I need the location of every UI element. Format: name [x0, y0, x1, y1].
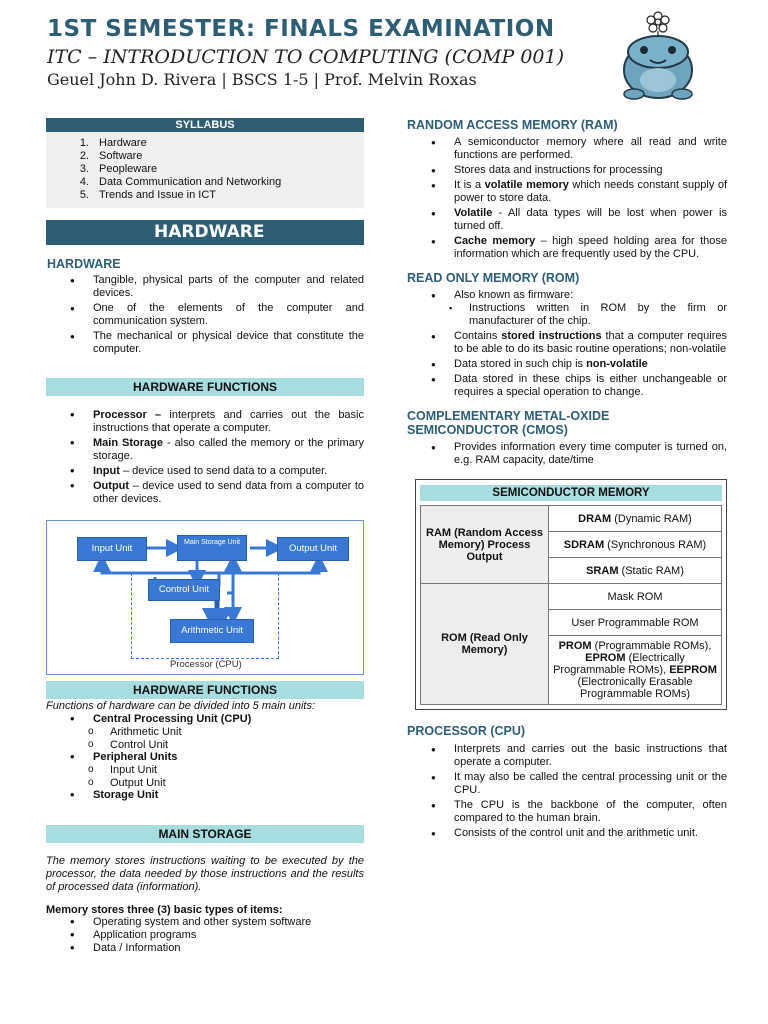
table-cell: Mask ROM	[549, 584, 722, 610]
list-item: 4. Data Communication and Networking	[79, 176, 282, 188]
list-item: • Peripheral Units	[46, 751, 364, 764]
semiconductor-memory-table	[415, 479, 727, 710]
memory-types-list	[46, 916, 364, 955]
left-column	[46, 118, 364, 955]
list-item: • Processor – interprets and carries out the basic instructions that operate a computer.	[46, 409, 364, 435]
ram-heading: RANDOM ACCESS MEMORY (RAM)	[407, 118, 618, 132]
storage-list	[46, 789, 364, 802]
list-item: ● The CPU is the backbone of the computer, often compared to the human brain.	[407, 799, 727, 825]
table-cell: PROM (Programmable ROMs), EPROM (Electrically Programmable ROMs), EEPROM (Electronically Erasable Programmable ROMs)	[549, 636, 722, 705]
table-row	[421, 506, 722, 532]
list-item: ● It may also be called the central processing unit or the CPU.	[407, 771, 727, 797]
list-item: ● Also known as firmware:	[407, 289, 727, 302]
processor-list	[407, 743, 727, 840]
list-item: o Control Unit	[46, 739, 364, 752]
hardware-heading: HARDWARE	[47, 257, 121, 271]
list-item: • Storage Unit	[46, 789, 364, 802]
arithmetic-unit-box: Arithmetic Unit	[170, 619, 254, 643]
processor-heading: PROCESSOR (CPU)	[407, 724, 526, 738]
main-storage-box: Main Storage Unit	[177, 535, 247, 561]
list-item: 3. Peopleware	[79, 163, 158, 175]
syllabus-list	[46, 132, 364, 208]
hardware-units-list	[46, 713, 364, 726]
peripheral-list	[46, 751, 364, 764]
list-item: ● Cache memory – high speed holding area for those information which are frequently used by the CPU.	[407, 235, 727, 261]
list-item: o Output Unit	[46, 777, 364, 790]
cmos-heading: COMPLEMENTARY METAL-OXIDE SEMICONDUCTOR (CMOS)	[407, 409, 610, 437]
rom-list-2	[407, 330, 727, 399]
list-item: • Application programs	[46, 929, 364, 942]
rom-group-cell: ROM (Read Only Memory)	[421, 584, 549, 705]
hardware-diagram	[46, 520, 364, 675]
list-item: • Input – device used to send data to a computer.	[46, 465, 364, 478]
list-item: ● Data stored in such chip is non-volatile	[407, 358, 727, 371]
table-cell: SDRAM (Synchronous RAM)	[549, 532, 722, 558]
peripheral-sub-list	[46, 764, 364, 789]
hardware-banner: HARDWARE	[46, 220, 364, 245]
syllabus-title: SYLLABUS	[46, 118, 364, 132]
list-item: ● Tangible, physical parts of the computer and related devices.	[46, 274, 364, 300]
list-item: • Data / Information	[46, 942, 364, 955]
list-item: • Main Storage - also called the memory or the primary storage.	[46, 437, 364, 463]
table-row	[421, 584, 722, 610]
list-item: 2. Software	[79, 150, 143, 162]
list-item: • Output – device used to send data from a computer to other devices.	[46, 480, 364, 506]
hardware-functions-title: HARDWARE FUNCTIONS	[46, 378, 364, 396]
input-unit-box: Input Unit	[77, 537, 147, 561]
cpu-sub-list	[46, 726, 364, 751]
list-item: ● Contains stored instructions that a computer requires to be able to do its basic routine operations; non-volatile	[407, 330, 727, 356]
ram-group-cell: RAM (Random Access Memory) Process Output	[421, 506, 549, 584]
list-item: ● Data stored in these chips is either unchangeable or requires a special operation to change.	[407, 373, 727, 399]
list-item: ● The mechanical or physical device that constitute the computer.	[46, 330, 364, 356]
list-item: ● Consists of the control unit and the arithmetic unit.	[407, 827, 727, 840]
main-storage-description: The memory stores instructions waiting to be executed by the processor, the data needed by those instructions and the results of processed data (information).	[46, 855, 364, 893]
list-item: 5. Trends and Issue in ICT	[79, 189, 216, 201]
author-line: Geuel John D. Rivera | BSCS 1-5 | Prof. Melvin Roxas	[47, 70, 477, 89]
rom-list	[407, 289, 727, 302]
memory-grid	[420, 505, 722, 705]
list-item: ● Stores data and instructions for processing	[407, 164, 727, 177]
processor-label: Processor (CPU)	[170, 659, 242, 670]
ram-list	[407, 136, 727, 261]
right-column	[407, 118, 727, 842]
list-item: 1. Hardware	[79, 137, 147, 149]
course-subtitle: ITC – INTRODUCTION TO COMPUTING (COMP 001)	[47, 46, 565, 68]
frog-with-flower-icon	[616, 8, 700, 104]
table-cell: User Programmable ROM	[549, 610, 722, 636]
hardware-functions-list	[46, 409, 364, 506]
semiconductor-memory-title: SEMICONDUCTOR MEMORY	[420, 485, 722, 501]
memory-types-heading: Memory stores three (3) basic types of items:	[46, 904, 283, 916]
hardware-functions-2-title: HARDWARE FUNCTIONS	[46, 681, 364, 699]
rom-sub-list	[407, 302, 727, 328]
table-cell: DRAM (Dynamic RAM)	[549, 506, 722, 532]
list-item: ● Interprets and carries out the basic instructions that operate a computer.	[407, 743, 727, 769]
page-title: 1ST SEMESTER: FINALS EXAMINATION	[47, 16, 555, 42]
list-item: o Arithmetic Unit	[46, 726, 364, 739]
list-item: ● Volatile - All data types will be lost when power is turned off.	[407, 207, 727, 233]
cmos-list	[407, 441, 727, 467]
list-item: ▪ Instructions written in ROM by the firm or manufacturer of the chip.	[407, 302, 727, 328]
list-item: ● Provides information every time computer is turned on, e.g. RAM capacity, date/time	[407, 441, 727, 467]
rom-heading: READ ONLY MEMORY (ROM)	[407, 271, 580, 285]
list-item: o Input Unit	[46, 764, 364, 777]
list-item: • Operating system and other system software	[46, 916, 364, 929]
output-unit-box: Output Unit	[277, 537, 349, 561]
list-item: ● It is a volatile memory which needs constant supply of power to store data.	[407, 179, 727, 205]
main-storage-title: MAIN STORAGE	[46, 825, 364, 843]
hardware-list	[46, 274, 364, 356]
control-unit-box: Control Unit	[148, 579, 220, 601]
table-cell: SRAM (Static RAM)	[549, 558, 722, 584]
hardware-functions-intro: Functions of hardware can be divided into 5 main units:	[46, 700, 316, 712]
list-item: ● A semiconductor memory where all read and write functions are performed.	[407, 136, 727, 162]
list-item: • Central Processing Unit (CPU)	[46, 713, 364, 726]
list-item: ● One of the elements of the computer and communication system.	[46, 302, 364, 328]
